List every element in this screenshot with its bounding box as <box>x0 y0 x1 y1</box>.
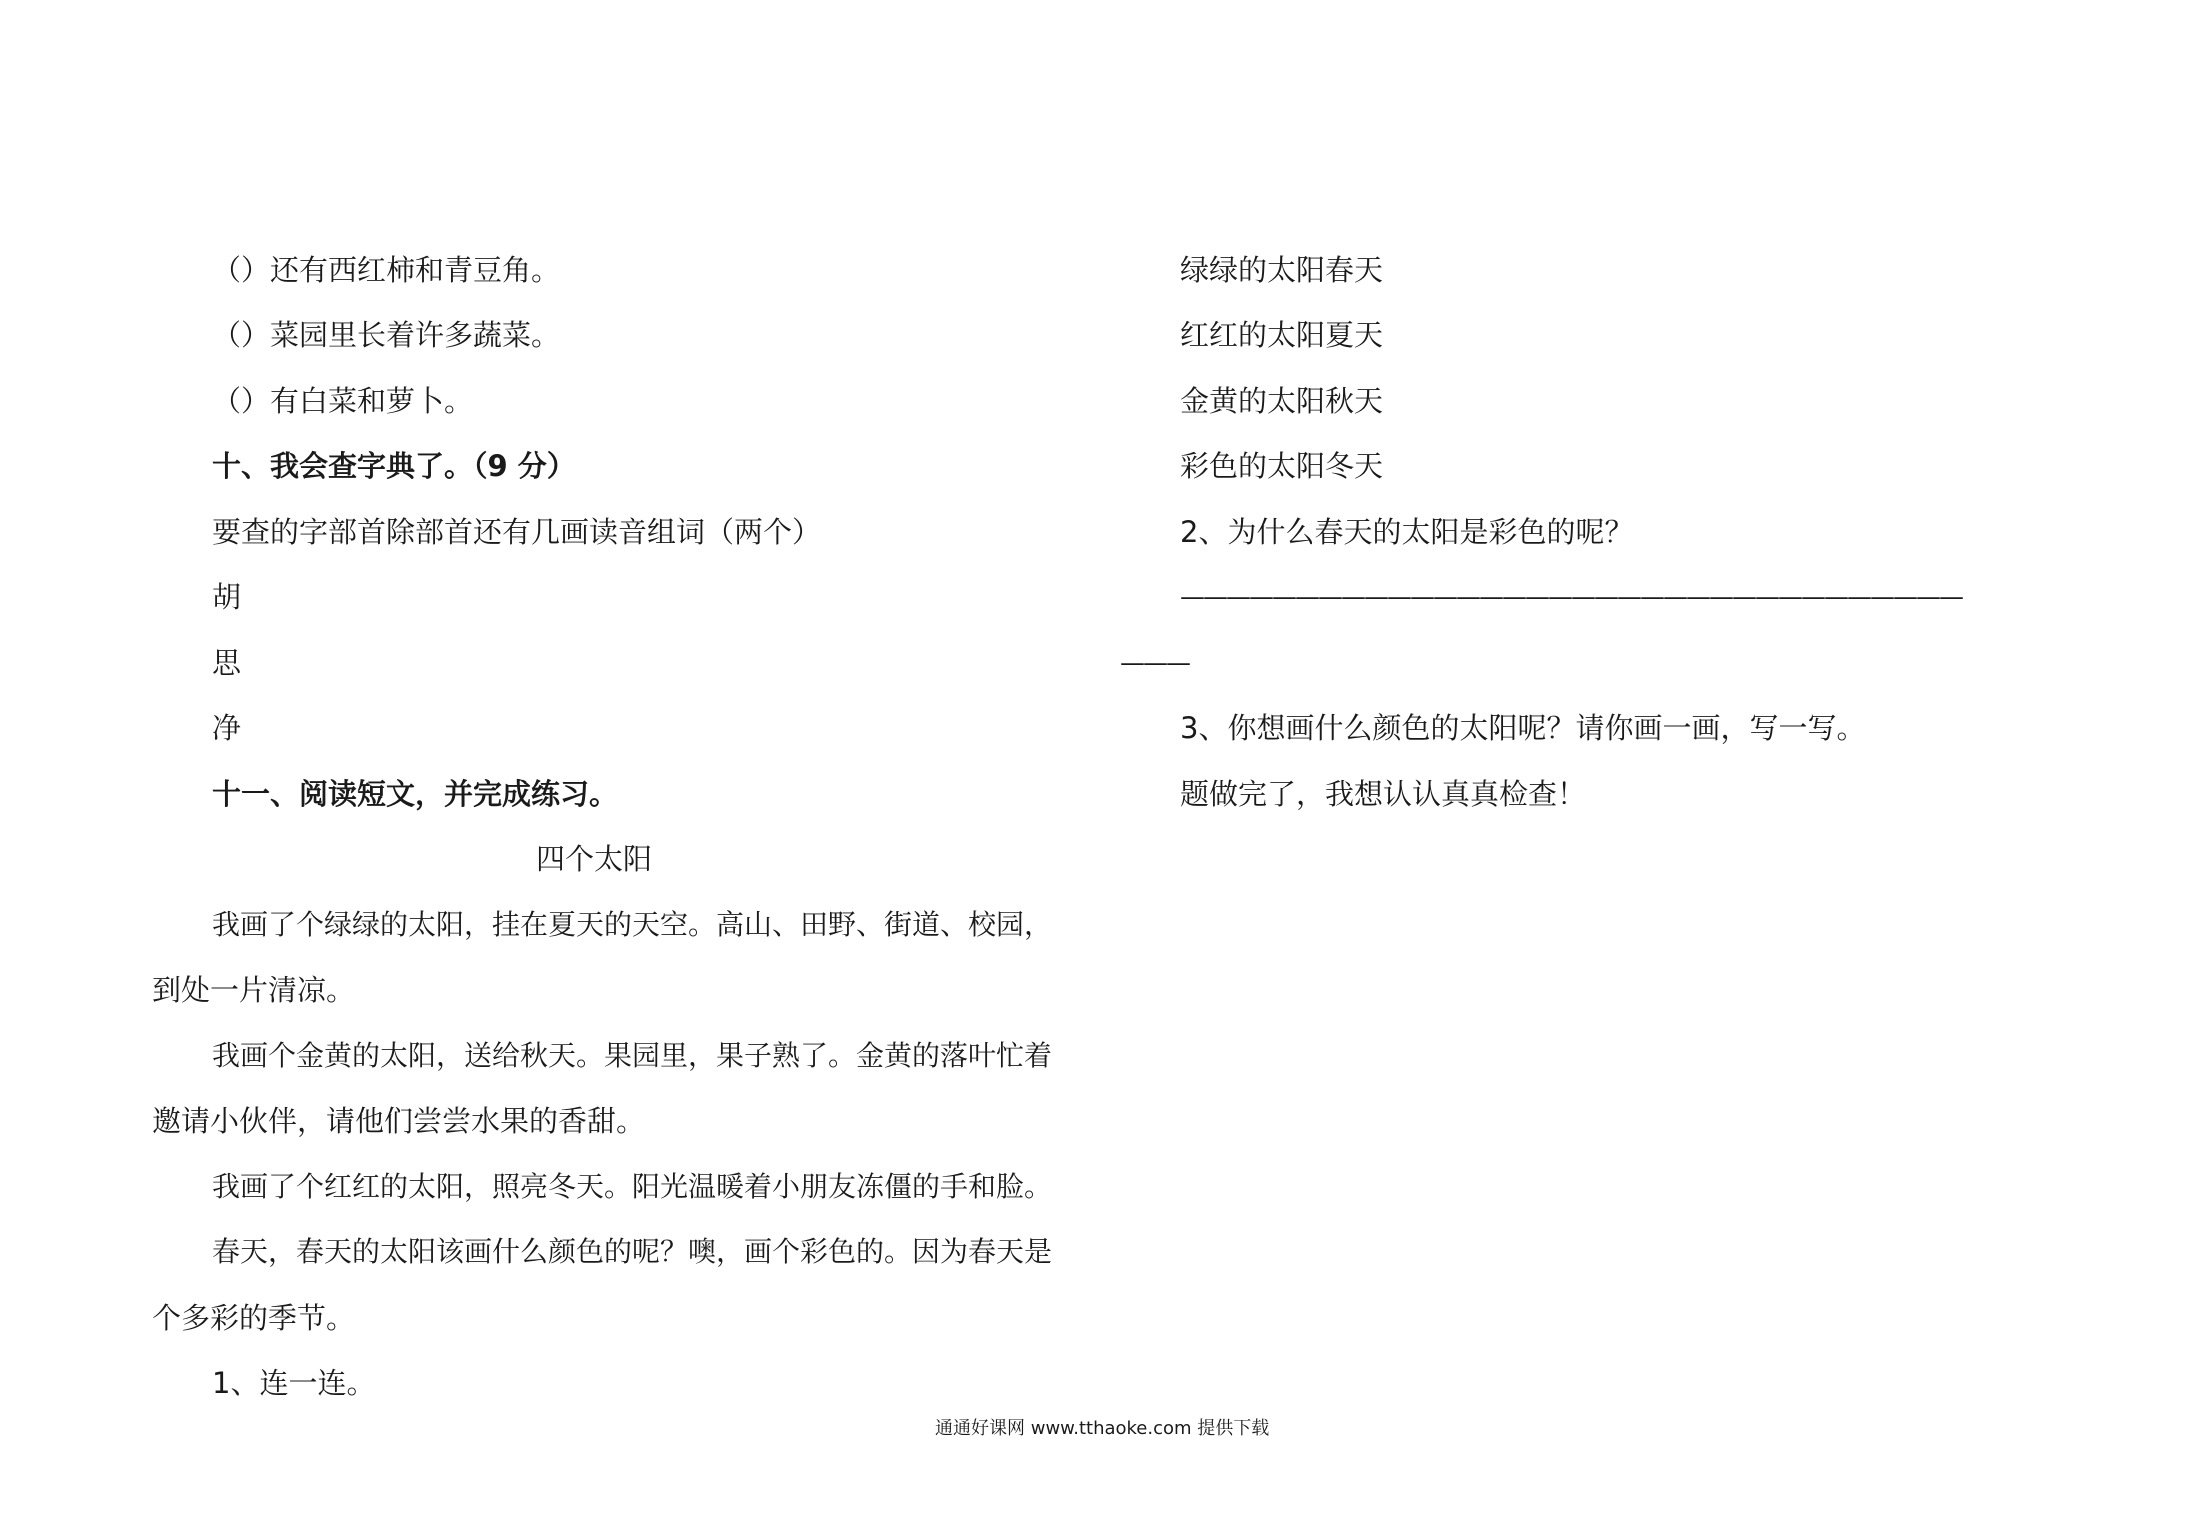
match-item-4: 彩色的太阳冬天 <box>1180 449 1384 483</box>
story-paragraph-4-line-1: 春天，春天的太阳该画什么颜色的呢？噢，画个彩色的。因为春天是 <box>212 1235 1053 1268</box>
story-title: 四个太阳 <box>536 842 653 876</box>
section-11-title: 十一、阅读短文，并完成练习。 <box>212 777 619 811</box>
dictionary-table-header: 要查的字部首除部首还有几画读音组词（两个） <box>212 515 822 549</box>
story-paragraph-2-line-1: 我画个金黄的太阳，送给秋天。果园里，果子熟了。金黄的落叶忙着 <box>212 1039 1053 1072</box>
story-paragraph-4-line-2: 个多彩的季节。 <box>152 1301 356 1335</box>
question-3: 3、你想画什么颜色的太阳呢？请你画一画，写一写。 <box>1180 711 1866 745</box>
dictionary-char-2: 思 <box>212 646 242 680</box>
order-item-1: （）还有西红柿和青豆角。 <box>212 253 561 287</box>
section-10-title: 十、我会查字典了。（9 分） <box>212 449 576 483</box>
closing-note: 题做完了，我想认认真真检查！ <box>1180 777 1587 811</box>
story-paragraph-1-line-1: 我画了个绿绿的太阳，挂在夏天的天空。高山、田野、街道、校园， <box>212 908 1053 941</box>
question-1: 1、连一连。 <box>212 1366 376 1400</box>
story-paragraph-3-line-1: 我画了个红红的太阳，照亮冬天。阳光温暖着小朋友冻僵的手和脸。 <box>212 1170 1053 1203</box>
dictionary-char-1: 胡 <box>212 580 242 614</box>
order-item-2: （）菜园里长着许多蔬菜。 <box>212 318 561 352</box>
answer-line-2: ——— <box>1120 648 1189 677</box>
answer-line-1: —————————————————————————————————— <box>1180 582 1962 611</box>
match-item-1: 绿绿的太阳春天 <box>1180 253 1384 287</box>
order-item-3: （）有白菜和萝卜。 <box>212 384 474 418</box>
footer-credit: 通通好课网 www.tthaoke.com 提供下载 <box>935 1418 1270 1439</box>
question-2: 2、为什么春天的太阳是彩色的呢？ <box>1180 515 1634 549</box>
story-paragraph-1-line-2: 到处一片清凉。 <box>152 973 356 1007</box>
dictionary-char-3: 净 <box>212 711 242 745</box>
match-item-2: 红红的太阳夏天 <box>1180 318 1384 352</box>
match-item-3: 金黄的太阳秋天 <box>1180 384 1384 418</box>
story-paragraph-2-line-2: 邀请小伙伴，请他们尝尝水果的香甜。 <box>152 1104 646 1138</box>
